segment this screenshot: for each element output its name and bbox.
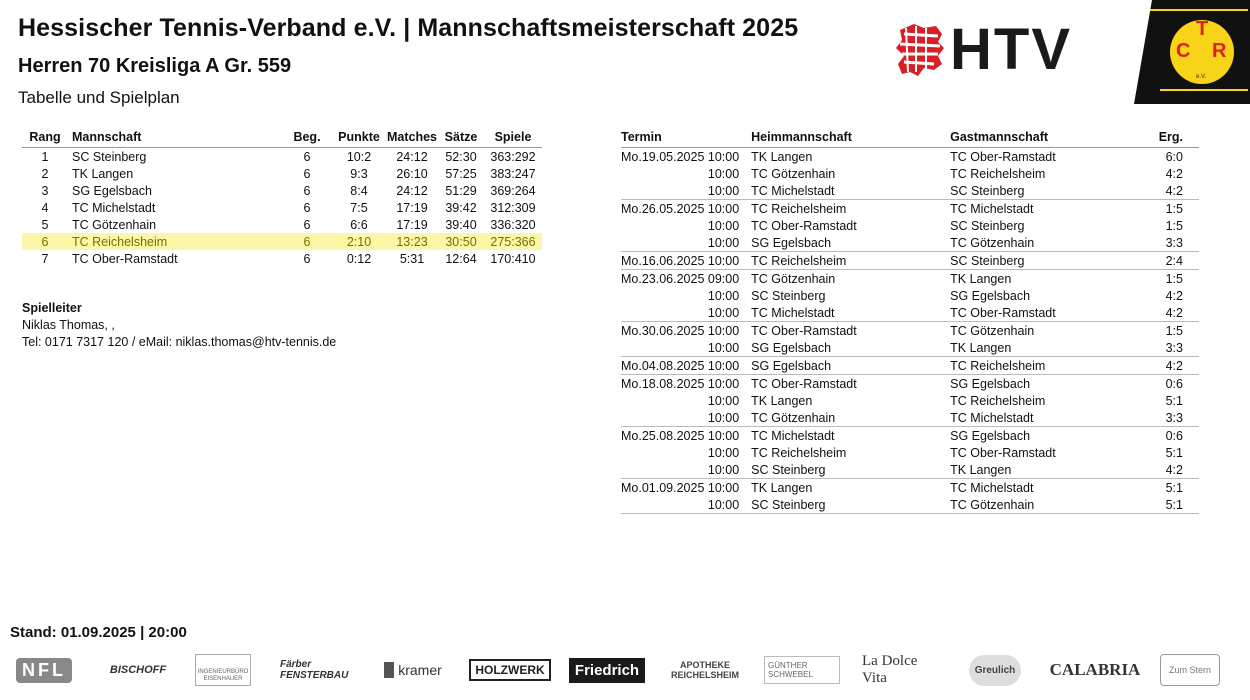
col-gast: Gastmannschaft (950, 129, 1139, 148)
schedule-cell-result: 5:1 (1139, 496, 1199, 514)
schedule-cell-home: TC Reichelsheim (751, 252, 950, 270)
standings-cell-sets: 30:50 (438, 233, 484, 250)
schedule-cell-termin: 10:00 (621, 496, 751, 514)
standings-cell-games: 383:247 (490, 166, 536, 181)
page-title: Hessischer Tennis-Verband e.V. | Mannschaftsmeisterschaft 2025 (18, 14, 799, 42)
holzwerk-logo-text: HOLZWERK (469, 659, 550, 681)
standings-cell-points: 7:5 (350, 200, 368, 215)
schedule-cell-home: SC Steinberg (751, 288, 826, 303)
standings-cell-points: 6:6 (350, 217, 368, 232)
standings-header-row (22, 129, 542, 148)
schedule-cell-guest: TC Reichelsheim (950, 393, 1046, 408)
schedule-cell-guest: TC Ober-Ramstadt (950, 149, 1056, 164)
schedule-cell-termin: Mo.01.09.2025 10:00 (621, 479, 751, 497)
standings-cell-points: 0:12 (346, 251, 372, 266)
standings-cell-games: 336:320 (490, 217, 536, 232)
schedule-cell-guest: SG Egelsbach (950, 427, 1139, 445)
spielleiter-contact: Tel: 0171 7317 120 / eMail: niklas.thomas@htv-tennis.de (22, 335, 337, 349)
standings-cell-games: 369:264 (490, 183, 536, 198)
schedule-row (621, 322, 1199, 340)
calabria-logo-text: CALABRIA (1049, 660, 1141, 679)
schedule-cell-home: TK Langen (751, 149, 813, 164)
schedule-cell-result: 4:2 (1165, 462, 1183, 477)
schedule-cell-home: SG Egelsbach (751, 235, 832, 250)
standings-cell-matches: 26:10 (396, 166, 428, 181)
apotheke-logo (668, 642, 742, 698)
standings-cell-played: 6 (303, 200, 311, 215)
sponsor-bar (0, 642, 1250, 700)
col-erg: Erg. (1139, 129, 1199, 148)
schedule-cell-home: SC Steinberg (751, 496, 950, 514)
standings-cell-matches: 13:23 (386, 233, 438, 250)
friedrich-logo (568, 642, 646, 698)
spielleiter-block (22, 300, 336, 351)
schedule-cell-guest: TC Ober-Ramstadt (950, 305, 1056, 320)
standings-cell-team: TK Langen (72, 166, 134, 181)
standings-cell-matches: 5:31 (399, 251, 425, 266)
schedule-cell-result: 4:2 (1165, 288, 1183, 303)
schedule-row (621, 217, 1199, 234)
schedule-row (621, 427, 1199, 445)
schedule-cell-home: TC Götzenhain (751, 410, 836, 425)
standings-row (22, 216, 542, 233)
schedule-cell-result: 4:2 (1165, 166, 1183, 181)
schedule-cell-result: 0:6 (1139, 375, 1199, 393)
schedule-cell-home: TC Götzenhain (751, 166, 836, 181)
schedule-cell-termin: 10:00 (707, 183, 740, 198)
col-heim: Heimmannschaft (751, 129, 950, 148)
col-spiele: Spiele (484, 129, 542, 148)
schedule-cell-termin: Mo.25.08.2025 10:00 (621, 427, 751, 445)
schedule-cell-guest: SG Egelsbach (950, 288, 1031, 303)
kramer-logo (378, 642, 448, 698)
schedule-cell-home: TC Ober-Ramstadt (751, 322, 950, 340)
schedule-row (621, 270, 1199, 288)
tcr-club-logo (1130, 0, 1250, 110)
bischoff-logo (100, 642, 176, 698)
standings-cell-sets: 51:29 (445, 183, 477, 198)
ingenieurbuero-logo-text: INGENIEURBÜRO EISENHAUER (195, 654, 252, 686)
standings-cell-points: 2:10 (332, 233, 386, 250)
league-subtitle: Herren 70 Kreisliga A Gr. 559 (18, 55, 292, 77)
schedule-cell-home: TK Langen (751, 479, 950, 497)
schedule-cell-result: 0:6 (1139, 427, 1199, 445)
geuich-logo (960, 642, 1030, 698)
schedule-cell-home: TC Michelstadt (751, 183, 835, 198)
schedule-header-row (621, 129, 1199, 148)
schwebel-logo-text: GÜNTHER SCHWEBEL (764, 656, 840, 684)
schedule-cell-home: TC Ober-Ramstadt (751, 218, 857, 233)
standings-row (22, 233, 542, 250)
schedule-row (621, 287, 1199, 304)
schedule-cell-guest: TC Reichelsheim (950, 166, 1046, 181)
standings-cell-games: 170:410 (490, 251, 536, 266)
schedule-cell-guest: TC Reichelsheim (950, 357, 1139, 375)
standings-cell-played: 6 (282, 233, 332, 250)
schedule-cell-guest: SG Egelsbach (950, 375, 1139, 393)
standings-cell-sets: 52:30 (445, 149, 477, 164)
col-rang: Rang (22, 129, 68, 148)
standings-cell-sets: 12:64 (445, 251, 477, 266)
schedule-cell-result: 1:5 (1165, 218, 1183, 233)
col-saetze: Sätze (438, 129, 484, 148)
tcr-letter-c: C (1176, 40, 1191, 62)
standings-cell-rank: 7 (41, 251, 49, 266)
standings-cell-team: TC Götzenhain (72, 217, 157, 232)
schedule-row (621, 479, 1199, 497)
schedule-cell-result: 3:3 (1165, 410, 1183, 425)
schedule-cell-termin: 10:00 (707, 462, 740, 477)
schedule-cell-result: 1:5 (1139, 270, 1199, 288)
nfl-logo (6, 642, 82, 698)
standings-cell-team: TC Reichelsheim (68, 233, 282, 250)
schedule-cell-home: TK Langen (751, 393, 813, 408)
standings-cell-points: 8:4 (350, 183, 368, 198)
schedule-row (621, 339, 1199, 357)
schedule-cell-guest: TC Michelstadt (950, 479, 1139, 497)
schedule-cell-termin: Mo.23.06.2025 09:00 (621, 270, 751, 288)
col-punkte: Punkte (332, 129, 386, 148)
standings-row (22, 250, 542, 267)
schedule-row (621, 234, 1199, 252)
schwebel-logo (764, 642, 840, 698)
schedule-cell-result: 1:5 (1139, 200, 1199, 218)
standings-cell-points: 10:2 (346, 149, 372, 164)
schedule-cell-guest: SC Steinberg (950, 183, 1025, 198)
schedule-cell-home: SG Egelsbach (751, 340, 832, 355)
schedule-cell-guest: TC Michelstadt (950, 200, 1139, 218)
col-beg: Beg. (282, 129, 332, 148)
schedule-cell-termin: Mo.26.05.2025 10:00 (621, 200, 751, 218)
schedule-cell-termin: Mo.30.06.2025 10:00 (621, 322, 751, 340)
schedule-row (621, 252, 1199, 270)
schedule-cell-termin: Mo.04.08.2025 10:00 (621, 357, 751, 375)
standings-cell-games: 363:292 (490, 149, 536, 164)
holzwerk-logo (470, 642, 550, 698)
standings-row (22, 182, 542, 199)
schedule-cell-guest: TC Götzenhain (950, 322, 1139, 340)
schedule-row (621, 357, 1199, 375)
nfl-logo-text: NFL (16, 658, 72, 683)
section-title: Tabelle und Spielplan (18, 88, 180, 107)
schedule-cell-termin: 10:00 (707, 305, 740, 320)
standings-cell-games: 312:309 (490, 200, 536, 215)
schedule-cell-termin: Mo.18.08.2025 10:00 (621, 375, 751, 393)
schedule-cell-result: 5:1 (1165, 393, 1183, 408)
spielleiter-name: Niklas Thomas, , (22, 318, 115, 332)
schedule-cell-home: TC Reichelsheim (751, 200, 950, 218)
standings-cell-rank: 6 (22, 233, 68, 250)
schedule-row (621, 461, 1199, 479)
schedule-row (621, 165, 1199, 182)
schedule-cell-home: TC Reichelsheim (751, 445, 847, 460)
standings-cell-rank: 5 (41, 217, 49, 232)
schedule-cell-guest: TC Götzenhain (950, 496, 1139, 514)
standings-cell-team: TC Ober-Ramstadt (72, 251, 178, 266)
apotheke-logo-text: APOTHEKE REICHELSHEIM (670, 660, 739, 680)
schedule-row (621, 148, 1199, 166)
htv-text: HTV (950, 17, 1072, 82)
faerber-logo (280, 642, 352, 698)
schedule-cell-result: 4:2 (1139, 357, 1199, 375)
standings-cell-matches: 17:19 (396, 217, 428, 232)
schedule-cell-home: TC Ober-Ramstadt (751, 375, 950, 393)
schedule-cell-termin: 10:00 (707, 445, 740, 460)
schedule-cell-home: TC Götzenhain (751, 270, 950, 288)
schedule-cell-termin: 10:00 (707, 393, 740, 408)
standings-cell-played: 6 (303, 251, 311, 266)
standings-cell-rank: 1 (41, 149, 49, 164)
col-mannschaft: Mannschaft (68, 129, 282, 148)
standings-cell-games: 275:366 (484, 233, 542, 250)
faerber-logo-text: Färber FENSTERBAU (280, 659, 349, 681)
schedule-cell-result: 6:0 (1165, 149, 1183, 164)
col-termin: Termin (621, 129, 751, 148)
schedule-cell-guest: SC Steinberg (950, 252, 1139, 270)
ingenieurbuero-logo (198, 642, 248, 698)
stand-timestamp: Stand: 01.09.2025 | 20:00 (10, 624, 187, 641)
schedule-cell-guest: SC Steinberg (950, 218, 1025, 233)
friedrich-logo-text: Friedrich (569, 658, 645, 683)
la-dolce-vita-logo-text: La Dolce Vita (862, 653, 918, 686)
zum-stern-logo (1152, 642, 1228, 698)
schedule-cell-home: TC Michelstadt (751, 427, 950, 445)
schedule-cell-result: 3:3 (1165, 235, 1183, 250)
standings-cell-team: TC Michelstadt (72, 200, 156, 215)
standings-row (22, 148, 542, 166)
schedule-cell-result: 2:4 (1139, 252, 1199, 270)
schedule-cell-termin: 10:00 (707, 288, 740, 303)
standings-row (22, 199, 542, 216)
schedule-row (621, 496, 1199, 514)
schedule-cell-termin: Mo.16.06.2025 10:00 (621, 252, 751, 270)
standings-cell-rank: 3 (41, 183, 49, 198)
tcr-ev: e.V. (1196, 74, 1207, 80)
standings-row (22, 165, 542, 182)
standings-cell-rank: 4 (41, 200, 49, 215)
kramer-logo-text: kramer (384, 662, 442, 678)
schedule-cell-home: SC Steinberg (751, 462, 826, 477)
schedule-cell-guest: TK Langen (950, 340, 1012, 355)
standings-cell-rank: 2 (41, 166, 49, 181)
standings-cell-matches: 24:12 (396, 183, 428, 198)
schedule-cell-guest: TK Langen (950, 462, 1012, 477)
tcr-letter-r: R (1212, 40, 1227, 62)
standings-cell-played: 6 (303, 217, 311, 232)
standings-cell-points: 9:3 (350, 166, 368, 181)
schedule-cell-result: 5:1 (1165, 445, 1183, 460)
standings-cell-matches: 24:12 (396, 149, 428, 164)
la-dolce-vita-logo (862, 642, 938, 698)
schedule-cell-result: 4:2 (1165, 183, 1183, 198)
standings-cell-team: SG Egelsbach (72, 183, 152, 198)
schedule-cell-result: 4:2 (1165, 305, 1183, 320)
schedule-row (621, 392, 1199, 409)
schedule-row (621, 444, 1199, 461)
standings-cell-sets: 39:40 (445, 217, 477, 232)
schedule-cell-guest: TC Ober-Ramstadt (950, 445, 1056, 460)
schedule-row (621, 409, 1199, 427)
standings-cell-played: 6 (303, 183, 311, 198)
schedule-table (621, 129, 1199, 514)
htv-logo (892, 18, 1107, 82)
standings-cell-sets: 57:25 (445, 166, 477, 181)
schedule-cell-termin: 10:00 (707, 166, 740, 181)
schedule-cell-termin: 10:00 (707, 340, 740, 355)
standings-cell-sets: 39:42 (445, 200, 477, 215)
calabria-logo (1049, 642, 1141, 698)
standings-cell-team: SC Steinberg (72, 149, 147, 164)
schedule-row (621, 304, 1199, 322)
standings-table (22, 129, 542, 267)
standings-cell-played: 6 (303, 166, 311, 181)
schedule-cell-guest: TC Michelstadt (950, 410, 1034, 425)
schedule-cell-termin: 10:00 (707, 410, 740, 425)
schedule-row (621, 375, 1199, 393)
schedule-cell-guest: TC Götzenhain (950, 235, 1035, 250)
schedule-cell-result: 5:1 (1139, 479, 1199, 497)
schedule-cell-result: 3:3 (1165, 340, 1183, 355)
schedule-cell-home: TC Michelstadt (751, 305, 835, 320)
zum-stern-logo-text: Zum Stern (1160, 654, 1220, 686)
geuich-logo-text: Greulich (969, 655, 1022, 686)
standings-cell-played: 6 (303, 149, 311, 164)
schedule-cell-termin: 10:00 (707, 235, 740, 250)
tcr-letter-t: T (1196, 18, 1209, 40)
schedule-cell-result: 1:5 (1139, 322, 1199, 340)
standings-cell-matches: 17:19 (396, 200, 428, 215)
schedule-row (621, 200, 1199, 218)
bischoff-logo-text: BISCHOFF (109, 664, 167, 676)
schedule-cell-termin: 10:00 (707, 218, 740, 233)
schedule-cell-home: SG Egelsbach (751, 357, 950, 375)
schedule-cell-guest: TK Langen (950, 270, 1139, 288)
spielleiter-label: Spielleiter (22, 301, 82, 315)
schedule-row (621, 182, 1199, 200)
col-matches: Matches (386, 129, 438, 148)
schedule-cell-termin: Mo.19.05.2025 10:00 (621, 149, 740, 164)
